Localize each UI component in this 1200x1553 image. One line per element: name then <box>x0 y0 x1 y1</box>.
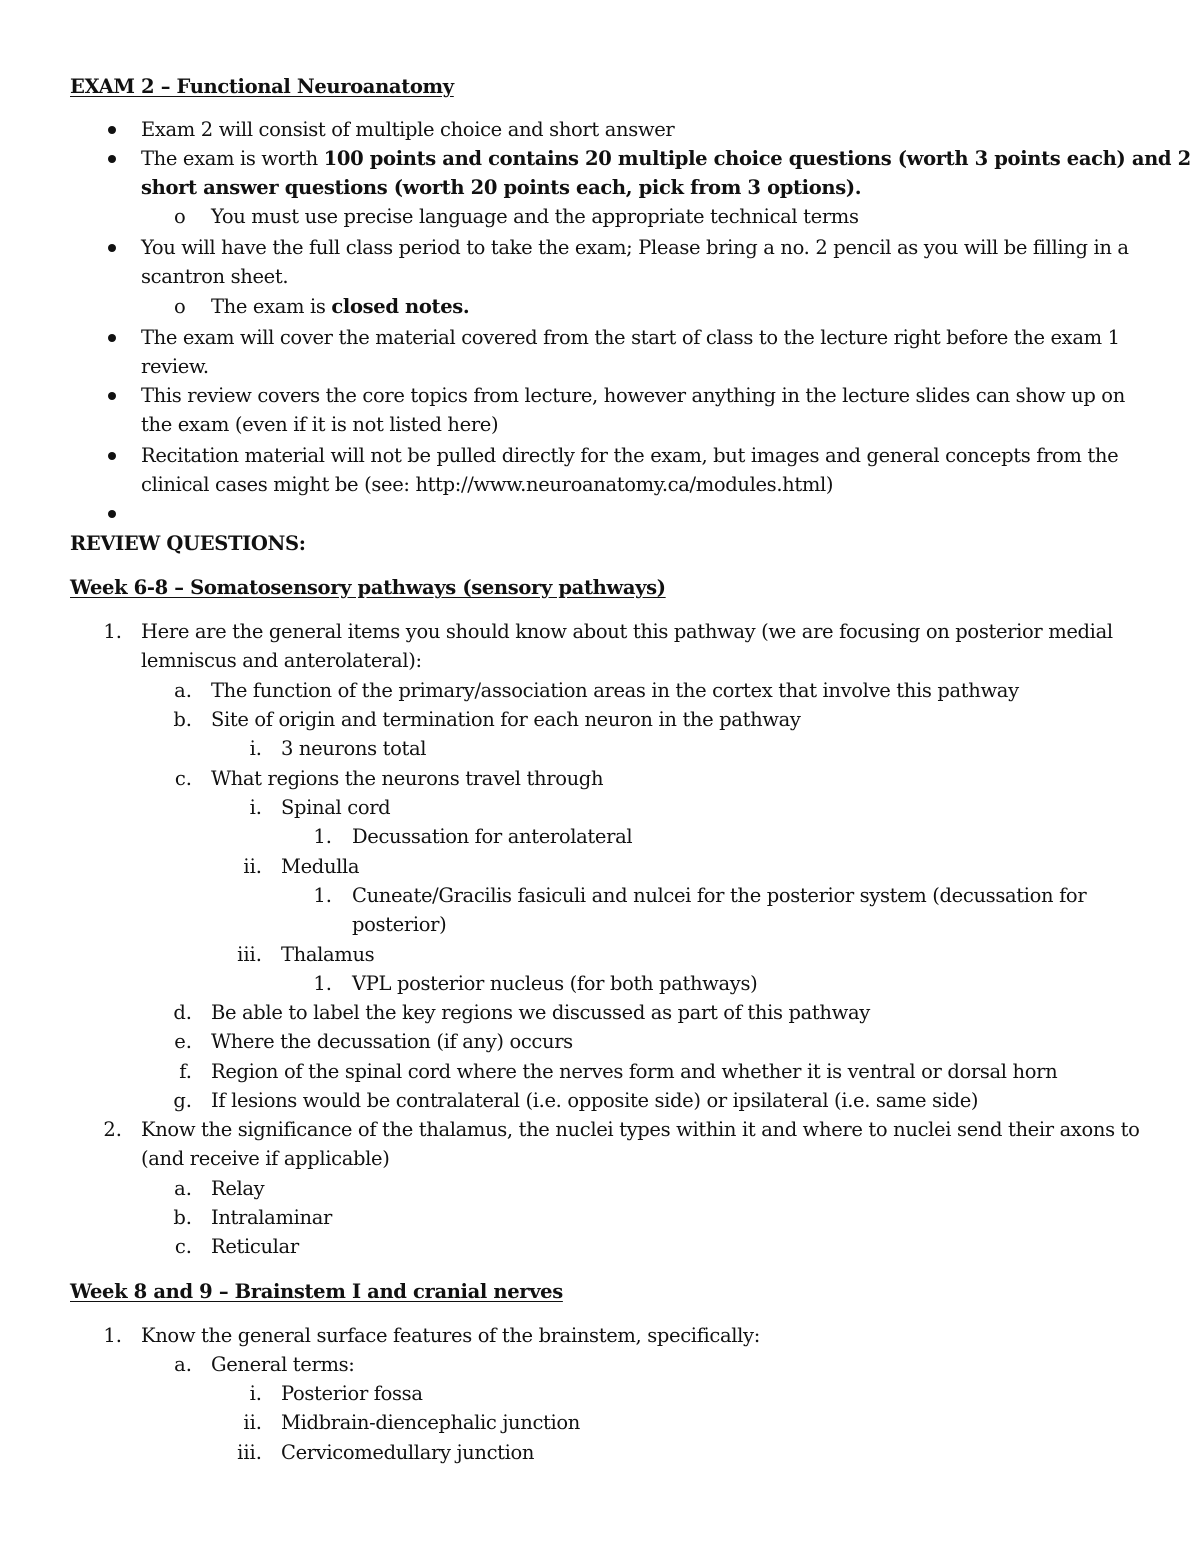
list-marker: 1. <box>313 825 332 848</box>
list-marker: d. <box>173 1001 192 1024</box>
list-marker: i. <box>249 1382 262 1405</box>
overview-bullet-5: This review covers the core topics from lecture, however anything in the lecture slides can show up on <box>141 384 1125 407</box>
list-marker: g. <box>173 1089 192 1112</box>
overview-sub-bullet-2-text: The exam is <box>211 295 332 318</box>
overview-bullet-5-cont: the exam (even if it is not listed here) <box>141 413 499 436</box>
overview-bullet-2-cont: short answer questions (worth 20 points each, pick from 3 options). <box>141 176 862 199</box>
bullet-icon <box>108 510 116 518</box>
week6-q1c-ii: Medulla <box>281 855 360 878</box>
list-marker: iii. <box>237 1441 262 1464</box>
section-heading-week6: Week 6-8 – Somatosensory pathways (sensory pathways) <box>70 576 666 599</box>
week6-q1c-ii-1: Cuneate/Gracilis fasiculi and nulcei for the posterior system (decussation for <box>352 884 1087 907</box>
list-marker: a. <box>174 679 192 702</box>
bullet-icon <box>108 126 116 134</box>
week6-q1e: Where the decussation (if any) occurs <box>211 1030 573 1053</box>
bullet-icon <box>108 334 116 342</box>
week8-q1a-ii: Midbrain-diencephalic junction <box>281 1411 580 1434</box>
list-marker: iii. <box>237 943 262 966</box>
review-heading: REVIEW QUESTIONS: <box>70 532 306 555</box>
sub-bullet-marker: o <box>174 205 186 228</box>
bullet-icon <box>108 452 116 460</box>
list-marker: ii. <box>243 1411 262 1434</box>
week6-q1g: If lesions would be contralateral (i.e. opposite side) or ipsilateral (i.e. same side) <box>211 1089 979 1112</box>
overview-bullet-3-cont: scantron sheet. <box>141 265 289 288</box>
week6-q1c-iii: Thalamus <box>281 943 375 966</box>
week6-q1c-i: Spinal cord <box>281 796 391 819</box>
page-title: EXAM 2 – Functional Neuroanatomy <box>70 75 454 98</box>
week6-q1b-i: 3 neurons total <box>281 737 427 760</box>
list-marker: 1. <box>103 1324 122 1347</box>
bullet-icon <box>108 155 116 163</box>
list-marker: 1. <box>313 884 332 907</box>
bullet-icon <box>108 392 116 400</box>
list-marker: f. <box>179 1060 192 1083</box>
overview-bullet-6-cont: clinical cases might be (see: http://www.neuroanatomy.ca/modules.html) <box>141 473 834 496</box>
week8-q1a-i: Posterior fossa <box>281 1382 423 1405</box>
week6-q1c-ii-1-cont: posterior) <box>352 913 447 936</box>
overview-bullet-2-text: The exam is worth <box>141 147 324 170</box>
week6-q2: Know the significance of the thalamus, the nuclei types within it and where to nuclei send their axons to <box>141 1118 1140 1141</box>
week8-q1a: General terms: <box>211 1353 355 1376</box>
list-marker: i. <box>249 796 262 819</box>
overview-bullet-6: Recitation material will not be pulled directly for the exam, but images and general concepts from the <box>141 444 1119 467</box>
week6-q2a: Relay <box>211 1177 265 1200</box>
week8-q1a-iii: Cervicomedullary junction <box>281 1441 535 1464</box>
overview-bullet-4-cont: review. <box>141 355 209 378</box>
overview-bullet-2 <box>141 144 1191 173</box>
week6-q2b: Intralaminar <box>211 1206 332 1229</box>
list-marker: e. <box>174 1030 192 1053</box>
week6-q1a: The function of the primary/association areas in the cortex that involve this pathway <box>211 679 1019 702</box>
overview-bullet-4: The exam will cover the material covered from the start of class to the lecture right before the exam 1 <box>141 326 1120 349</box>
week6-q2-cont: (and receive if applicable) <box>141 1147 390 1170</box>
list-marker: b. <box>173 1206 192 1229</box>
list-marker: a. <box>174 1177 192 1200</box>
overview-bullet-1: Exam 2 will consist of multiple choice and short answer <box>141 118 675 141</box>
list-marker: a. <box>174 1353 192 1376</box>
list-marker: b. <box>173 708 192 731</box>
list-marker: 1. <box>103 620 122 643</box>
section-heading-week8: Week 8 and 9 – Brainstem I and cranial nerves <box>70 1280 563 1303</box>
overview-bullet-2-bold: 100 points and contains 20 multiple choice questions (worth 3 points each) and 2 <box>323 147 1191 170</box>
sub-bullet-marker: o <box>174 295 186 318</box>
list-marker: c. <box>174 767 192 790</box>
overview-bullet-3: You will have the full class period to take the exam; Please bring a no. 2 pencil as you will be filling in a <box>141 236 1129 259</box>
week8-q1: Know the general surface features of the brainstem, specifically: <box>141 1324 760 1347</box>
week6-q1d: Be able to label the key regions we discussed as part of this pathway <box>211 1001 870 1024</box>
list-marker: 1. <box>313 972 332 995</box>
week6-q1f: Region of the spinal cord where the nerves form and whether it is ventral or dorsal horn <box>211 1060 1058 1083</box>
list-marker: c. <box>174 1235 192 1258</box>
week6-q1-cont: lemniscus and anterolateral): <box>141 649 422 672</box>
list-marker: ii. <box>243 855 262 878</box>
list-marker: i. <box>249 737 262 760</box>
list-marker: 2. <box>103 1118 122 1141</box>
week6-q1c: What regions the neurons travel through <box>211 767 604 790</box>
week6-q1: Here are the general items you should know about this pathway (we are focusing on posterior medial <box>141 620 1113 643</box>
overview-sub-bullet-2-bold: closed notes. <box>331 295 470 318</box>
week6-q1b: Site of origin and termination for each neuron in the pathway <box>211 708 801 731</box>
week6-q1c-i-1: Decussation for anterolateral <box>352 825 633 848</box>
overview-sub-bullet-1: You must use precise language and the appropriate technical terms <box>211 205 859 228</box>
overview-sub-bullet-2 <box>211 292 469 321</box>
bullet-icon <box>108 244 116 252</box>
week6-q2c: Reticular <box>211 1235 299 1258</box>
week6-q1c-iii-1: VPL posterior nucleus (for both pathways) <box>352 972 758 995</box>
